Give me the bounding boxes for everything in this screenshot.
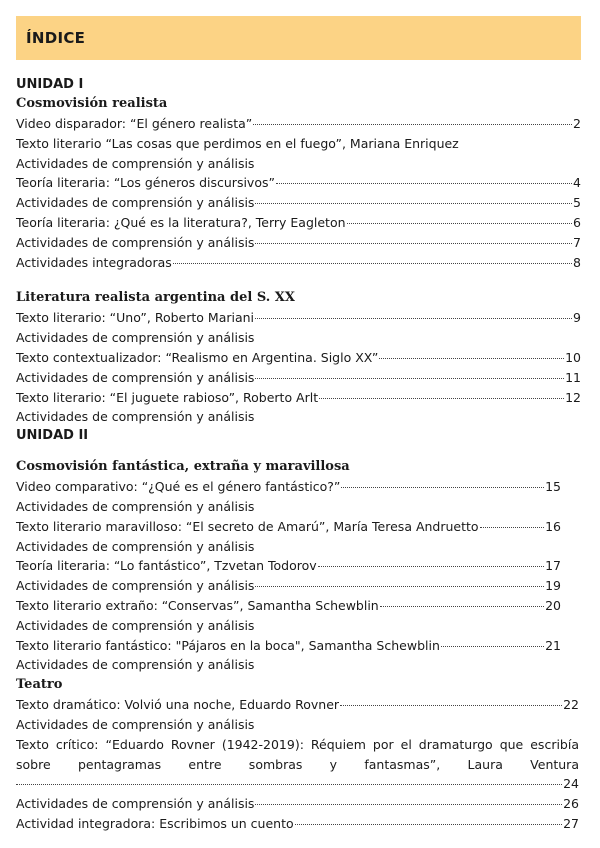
entry-title: Teoría literaria: “Lo fantástico”, Tzvetan Todorov [16, 558, 317, 574]
toc-entry[interactable] [16, 134, 581, 154]
leader-dots [253, 124, 572, 125]
entry-title: Actividades integradoras [16, 254, 172, 270]
entry-page: 9 [573, 310, 581, 326]
toc-entry[interactable] [16, 695, 579, 715]
toc-entry[interactable] [16, 233, 581, 253]
entry-title: Actividades de comprensión y análisis [16, 796, 255, 812]
toc-entry-critic[interactable] [16, 735, 579, 794]
section-title: Teatro [16, 677, 63, 693]
entry-title: Actividades de comprensión y análisis [16, 716, 255, 732]
leader-dots [295, 824, 562, 825]
entry-title: Actividades de comprensión y análisis [16, 369, 255, 385]
leader-dots [347, 223, 573, 224]
entry-title: Teoría literaria: ¿Qué es la literatura?, Terry Eagleton [16, 214, 346, 230]
entry-title: Texto dramático: Volvió una noche, Eduardo Rovner [16, 697, 340, 713]
entry-title: Actividades de comprensión y análisis [16, 538, 255, 554]
entry-page: 26 [563, 796, 579, 812]
toc-entry[interactable] [16, 213, 581, 233]
leader-dots [480, 527, 545, 528]
toc-entry[interactable] [16, 596, 561, 616]
entry-page: 2 [573, 116, 581, 131]
toc-entry[interactable] [16, 388, 581, 408]
leader-dots [255, 378, 564, 379]
toc-entry[interactable] [16, 814, 579, 834]
entry-page: 15 [545, 479, 561, 495]
toc-entry[interactable] [16, 368, 581, 388]
toc-entry[interactable] [16, 497, 561, 517]
leader-dots [341, 487, 544, 488]
entry-page: 6 [573, 214, 581, 230]
toc-entry[interactable] [16, 576, 561, 596]
leader-dots [340, 705, 562, 706]
toc-entry[interactable] [16, 154, 581, 174]
entry-title: Actividades de comprensión y análisis [16, 155, 255, 171]
toc-entry[interactable] [16, 328, 581, 348]
leader-dots [255, 586, 544, 587]
entry-page: 5 [573, 195, 581, 211]
leader-dots [255, 203, 572, 204]
leader-dots [255, 243, 572, 244]
leader-dots [173, 263, 572, 264]
entry-page: 8 [573, 254, 581, 270]
toc-entry[interactable] [16, 636, 561, 656]
entry-page: 24 [563, 776, 579, 792]
toc-entry[interactable] [16, 308, 581, 328]
entry-title: Texto literario “Las cosas que perdimos en el fuego”, Mariana Enriquez [16, 135, 459, 151]
entry-page: 27 [563, 815, 579, 831]
entry-title: Teoría literaria: “Los géneros discursivos” [16, 175, 275, 191]
entry-title: Texto contextualizador: “Realismo en Argentina. Siglo XX” [16, 349, 379, 365]
leader-dots [319, 398, 564, 399]
unit-heading: UNIDAD II [16, 428, 89, 444]
entry-title: Actividades de comprensión y análisis [16, 657, 255, 673]
toc-entry[interactable] [16, 477, 561, 497]
toc-entry[interactable] [16, 253, 581, 273]
critic-page-line [16, 774, 579, 794]
toc-entry[interactable] [16, 517, 561, 537]
entry-title: Texto literario: “El juguete rabioso”, Roberto Arlt [16, 389, 319, 405]
leader-dots [379, 358, 564, 359]
leader-dots [16, 784, 562, 785]
entry-title: Texto literario extraño: “Conservas”, Samantha Schewblin [16, 597, 379, 613]
index-header-band [16, 16, 581, 60]
entry-title: Actividades de comprensión y análisis [16, 617, 255, 633]
entry-title: Actividad integradora: Escribimos un cuento [16, 815, 294, 831]
entry-title: Actividades de comprensión y análisis [16, 409, 255, 425]
entry-title: Video comparativo: “¿Qué es el género fantástico?” [16, 479, 341, 495]
entry-title: Texto literario maravilloso: “El secreto de Amarú”, María Teresa Andruetto [16, 518, 479, 534]
entry-page: 22 [563, 697, 579, 713]
toc-entry[interactable] [16, 114, 581, 134]
entry-page: 10 [565, 349, 581, 365]
toc-entry[interactable] [16, 407, 581, 427]
entry-title: Actividades de comprensión y análisis [16, 195, 255, 211]
toc-entry[interactable] [16, 655, 561, 675]
toc-entry[interactable] [16, 173, 581, 193]
toc-entry[interactable] [16, 794, 579, 814]
unit-heading: UNIDAD I [16, 77, 84, 92]
leader-dots [441, 646, 544, 647]
leader-dots [318, 566, 544, 567]
entry-page: 12 [565, 389, 581, 405]
toc-entry[interactable] [16, 556, 561, 576]
entry-page: 17 [545, 558, 561, 574]
leader-dots [255, 318, 572, 319]
table-of-contents [16, 76, 579, 834]
entry-title: Actividades de comprensión y análisis [16, 234, 255, 250]
section-title: Literatura realista argentina del S. XX [16, 290, 295, 306]
section-title: Cosmovisión realista [16, 96, 168, 111]
entry-page: 20 [545, 597, 561, 613]
entry-title: Actividades de comprensión y análisis [16, 498, 255, 514]
section-title: Cosmovisión fantástica, extraña y maravillosa [16, 459, 350, 475]
entry-title: Video disparador: “El género realista” [16, 116, 253, 131]
index-title: ÍNDICE [26, 29, 86, 47]
leader-dots [380, 606, 544, 607]
entry-page: 4 [573, 175, 581, 191]
toc-entry[interactable] [16, 715, 579, 735]
entry-title: Texto literario fantástico: "Pájaros en la boca", Samantha Schewblin [16, 637, 440, 653]
toc-entry[interactable] [16, 193, 581, 213]
entry-page: 16 [545, 518, 561, 534]
entry-page: 19 [545, 578, 561, 594]
leader-dots [255, 804, 562, 805]
entry-page: 11 [565, 369, 581, 385]
entry-page: 21 [545, 637, 561, 653]
entry-title: Actividades de comprensión y análisis [16, 330, 255, 346]
entry-title: Actividades de comprensión y análisis [16, 578, 255, 594]
leader-dots [276, 183, 572, 184]
toc-entry[interactable] [16, 537, 561, 557]
toc-entry[interactable] [16, 348, 581, 368]
toc-entry[interactable] [16, 616, 561, 636]
entry-title: Texto literario: “Uno”, Roberto Mariani [16, 310, 255, 326]
entry-title: Texto crítico: “Eduardo Rovner (1942-2019): Réquiem por el dramaturgo que escribía sobre pentagramas entre sombras y fantasmas”, Laura Ventura [16, 736, 579, 772]
entry-page: 7 [573, 234, 581, 250]
